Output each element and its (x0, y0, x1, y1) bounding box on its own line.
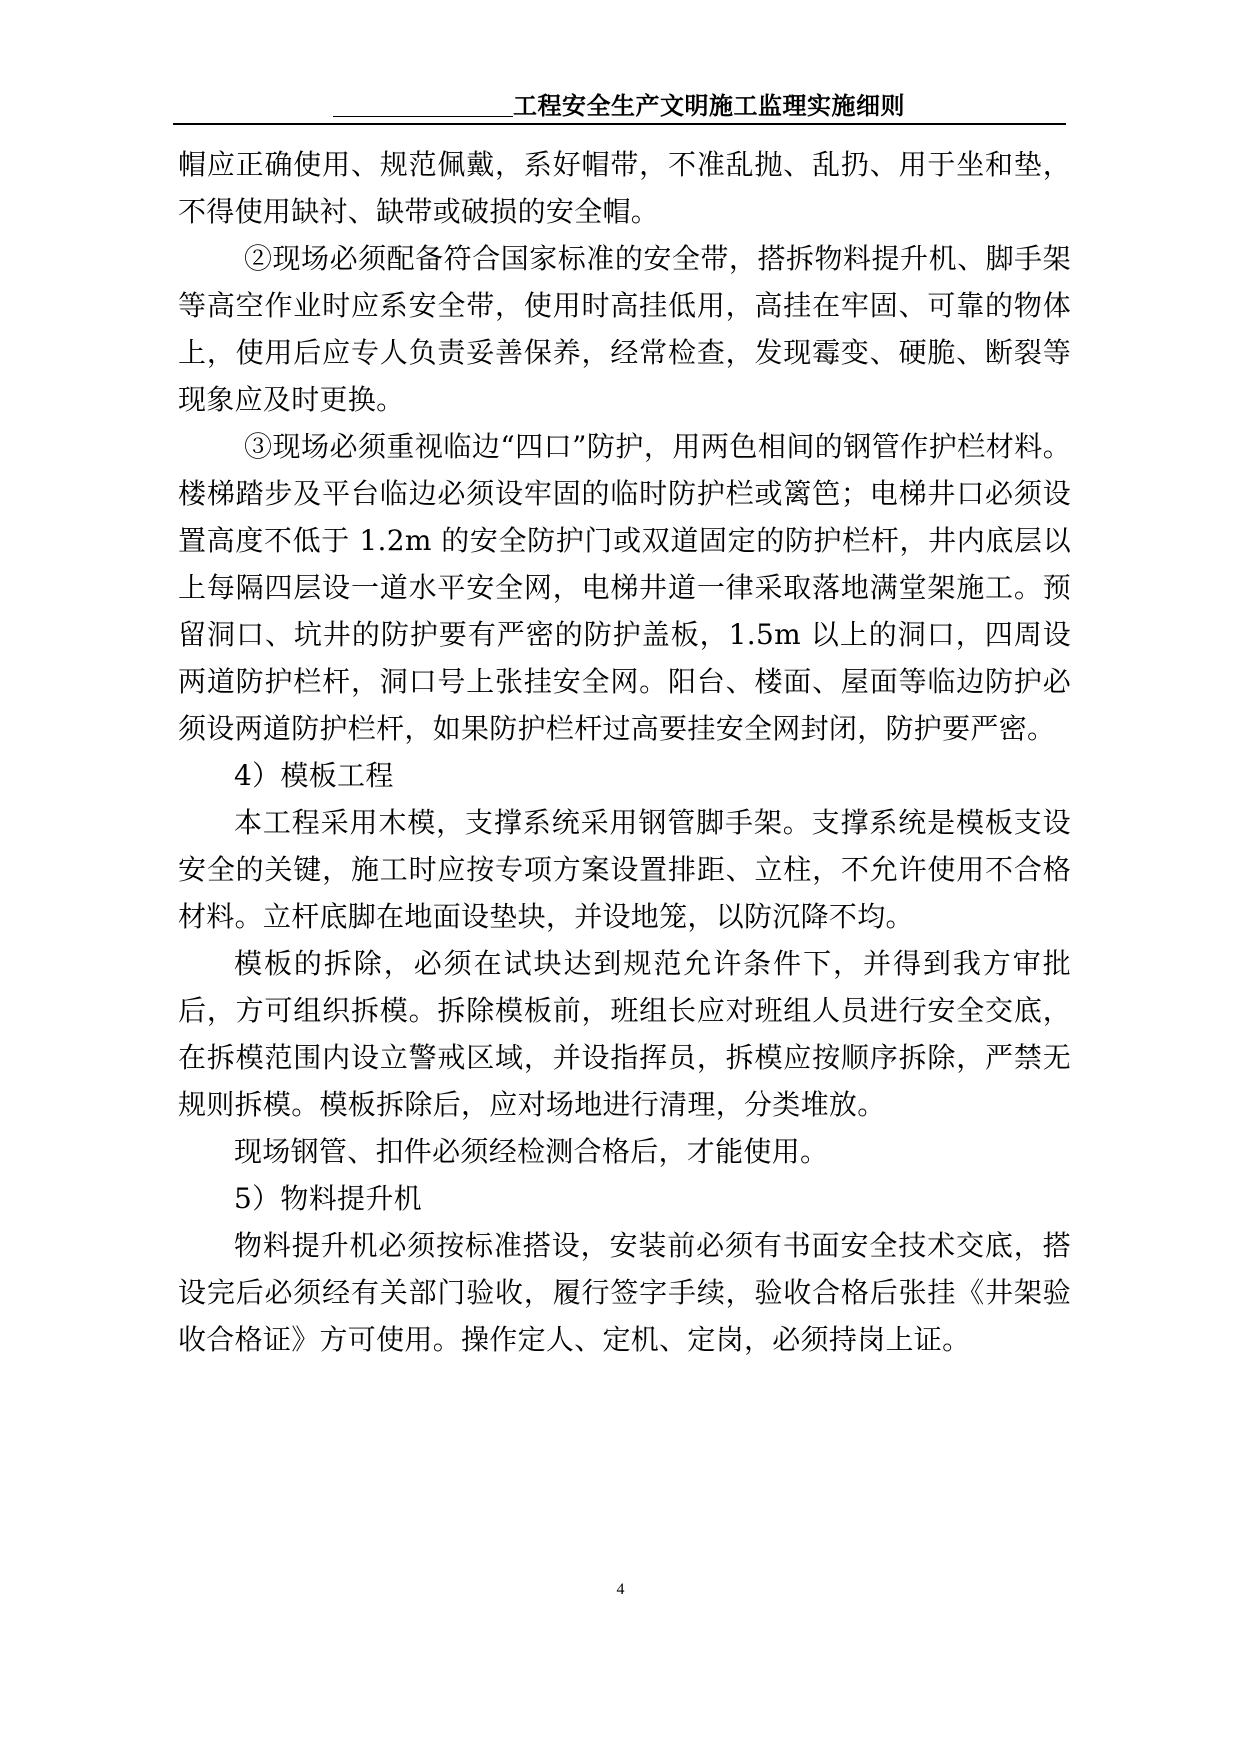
paragraph-formwork-support: 本工程采用木模，支撑系统采用钢管脚手架。支撑系统是模板支设安全的关键，施工时应按专项方案设置排距、立柱，不允许使用不合格材料。立杆底脚在地面设垫块，并设地笼，以防沉降不均。 (178, 806, 1071, 933)
paragraph-edge-protection: ③现场必须重视临边“四口”防护，用两色相间的钢管作护栏材料。楼梯踏步及平台临边必须设牢固的临时防护栏或篱笆；电梯井口必须设置高度不低于 1.2m 的安全防护门或双道固定的防护栏杆，井内底层以上每隔四层设一道水平安全网，电梯井道一律采取落地满堂架施工。预留洞口、坑井的防护要有严密的防护盖板，1.5m 以上的洞口，四周设两道防护栏杆，洞口号上张挂安全网。阳台、楼面、屋面等临边防护必须设两道防护栏杆，如果防护栏杆过高要挂安全网封闭，防护要严密。 (178, 430, 1071, 745)
header-rule (173, 123, 1066, 125)
header-blank-underline (333, 116, 513, 117)
page-header (173, 84, 1073, 124)
body-text (178, 141, 1071, 1363)
header-title: 工程安全生产文明施工监理实施细则 (513, 91, 905, 120)
paragraph-formwork-removal: 模板的拆除，必须在试块达到规范允许条件下，并得到我方审批后，方可组织拆模。拆除模板前，班组长应对班组人员进行安全交底，在拆模范围内设立警戒区域，并设指挥员，拆模应按顺序拆除，严禁无规则拆模。模板拆除后，应对场地进行清理，分类堆放。 (178, 947, 1071, 1121)
paragraph-helmet-continued: 帽应正确使用、规范佩戴，系好帽带，不准乱抛、乱扔、用于坐和垫，不得使用缺衬、缺带或破损的安全帽。 (178, 148, 1071, 228)
section-heading-material-hoist: 5）物料提升机 (234, 1182, 422, 1215)
paragraph-safety-belt: ②现场必须配备符合国家标准的安全带，搭拆物料提升机、脚手架等高空作业时应系安全带，使用时高挂低用，高挂在牢固、可靠的物体上，使用后应专人负责妥善保养，经常检查，发现霉变、硬脆、断裂等现象应及时更换。 (178, 242, 1071, 416)
paragraph-material-hoist: 物料提升机必须按标准搭设，安装前必须有书面安全技术交底，搭设完后必须经有关部门验收，履行签字手续，验收合格后张挂《井架验收合格证》方可使用。操作定人、定机、定岗，必须持岗上证。 (178, 1229, 1071, 1356)
page-number: 4 (616, 1581, 625, 1598)
section-heading-formwork: 4）模板工程 (234, 759, 394, 792)
paragraph-steel-pipe-inspection: 现场钢管、扣件必须经检测合格后，才能使用。 (234, 1135, 829, 1168)
